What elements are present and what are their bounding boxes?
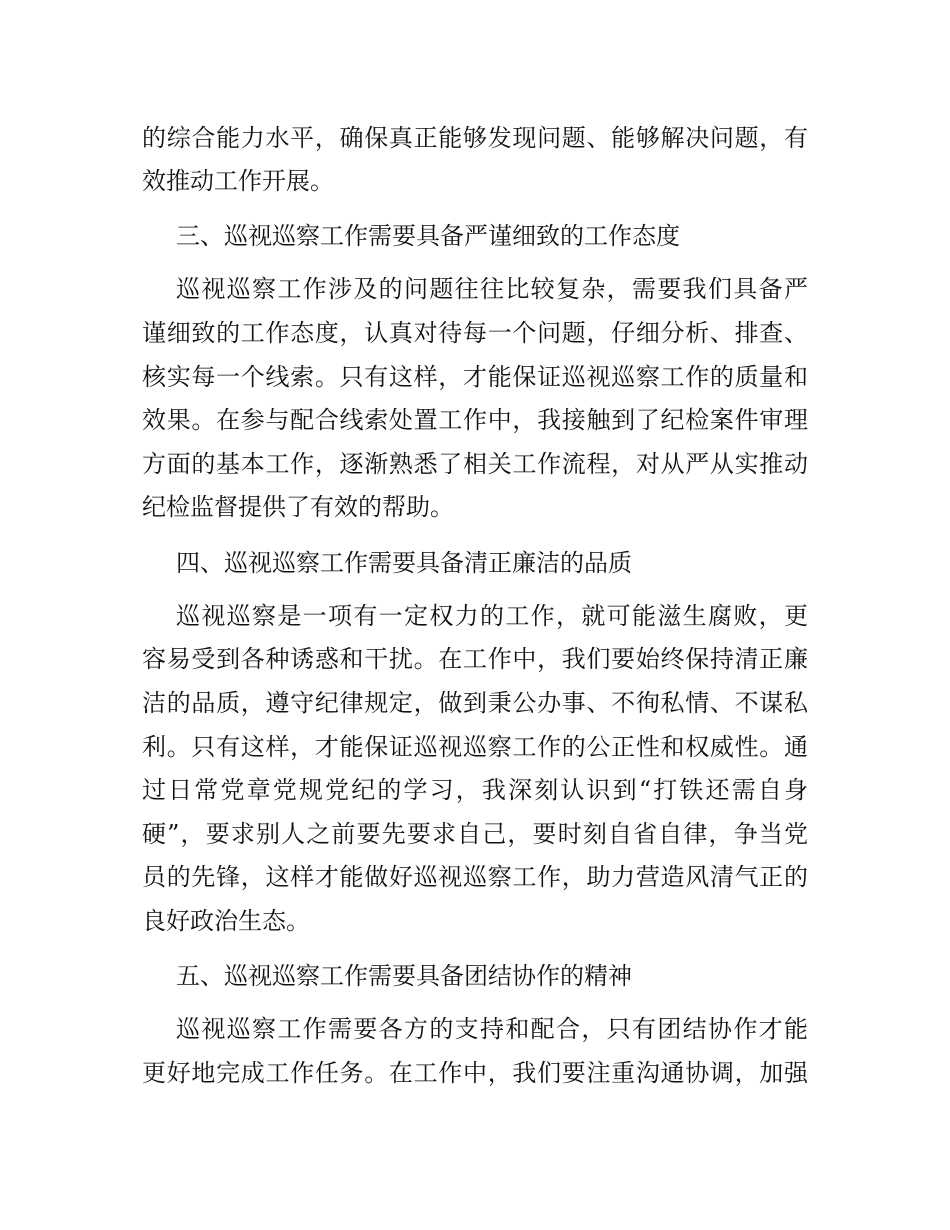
- paragraph-line: 巡视巡察工作涉及的问题往往比较复杂，需要我们具备严: [176, 275, 808, 303]
- section-heading-3: 三、巡视巡察工作需要具备严谨细致的工作态度: [176, 222, 680, 250]
- paragraph-line: 巡视巡察工作需要各方的支持和配合，只有团结协作才能: [176, 1015, 808, 1043]
- paragraph-line: 纪检监督提供了有效的帮助。: [142, 493, 454, 521]
- paragraph-line: 更好地完成工作任务。在工作中，我们要注重沟通协调，加强: [142, 1059, 808, 1087]
- paragraph-line: 谨细致的工作态度，认真对待每一个问题，仔细分析、排查、: [142, 319, 808, 347]
- paragraph-line: 硬”，要求别人之前要先要求自己，要时刻自省自律，争当党: [142, 820, 808, 848]
- section-heading-5: 五、巡视巡察工作需要具备团结协作的精神: [176, 962, 632, 990]
- paragraph-line: 洁的品质，遵守纪律规定，做到秉公办事、不徇私情、不谋私: [142, 689, 808, 717]
- paragraph-line: 利。只有这样，才能保证巡视巡察工作的公正性和权威性。通: [142, 733, 808, 761]
- paragraph-line: 员的先锋，这样才能做好巡视巡察工作，助力营造风清气正的: [142, 863, 808, 891]
- section-heading-4: 四、巡视巡察工作需要具备清正廉洁的品质: [176, 549, 632, 577]
- paragraph-line: 效果。在参与配合线索处置工作中，我接触到了纪检案件审理: [142, 406, 808, 434]
- paragraph-line: 核实每一个线索。只有这样，才能保证巡视巡察工作的质量和: [142, 363, 808, 391]
- paragraph-line: 良好政治生态。: [142, 907, 310, 935]
- paragraph-line: 过日常党章党规党纪的学习，我深刻认识到“打铁还需自身: [142, 776, 808, 804]
- paragraph-line: 的综合能力水平，确保真正能够发现问题、能够解决问题，有: [142, 124, 808, 152]
- paragraph-line: 巡视巡察是一项有一定权力的工作，就可能滋生腐败，更: [176, 602, 808, 630]
- paragraph-line: 容易受到各种诱惑和干扰。在工作中，我们要始终保持清正廉: [142, 645, 808, 673]
- paragraph-line: 效推动工作开展。: [142, 167, 334, 195]
- paragraph-line: 方面的基本工作，逐渐熟悉了相关工作流程，对从严从实推动: [142, 450, 808, 478]
